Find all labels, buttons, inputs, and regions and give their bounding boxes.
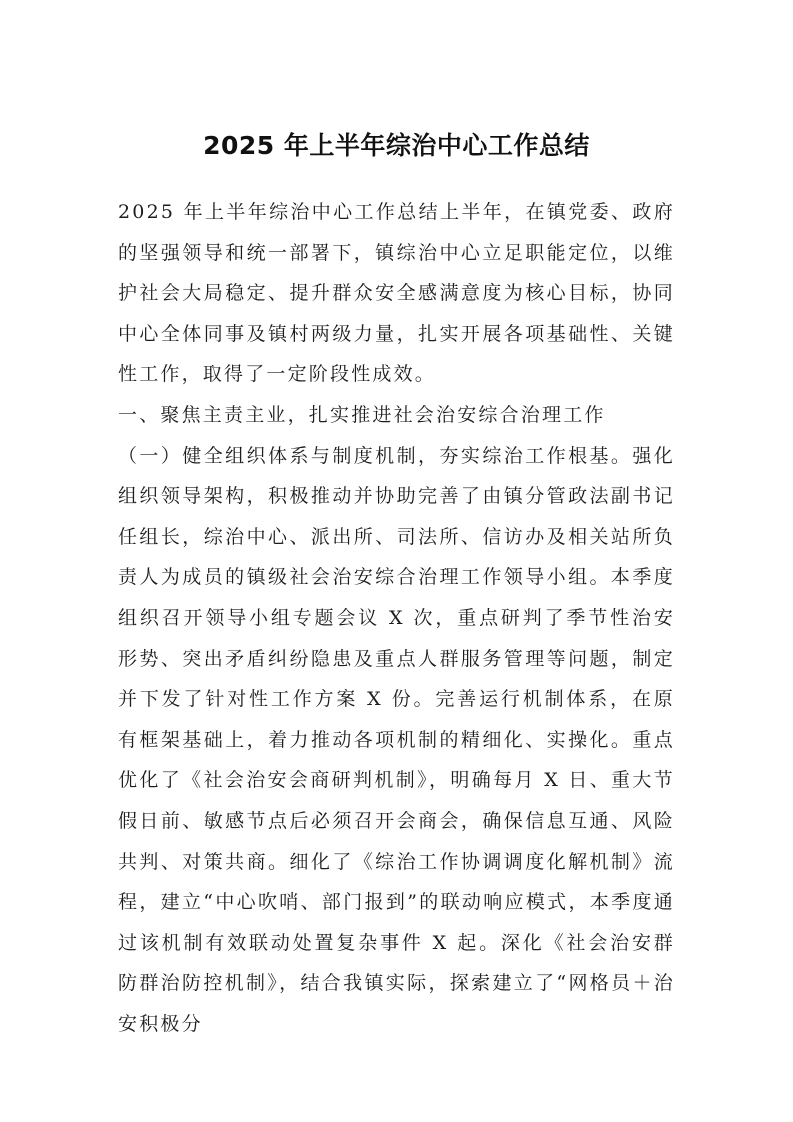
section-heading: 一、聚焦主责主业，扎实推进社会治安综合治理工作 bbox=[118, 403, 606, 426]
subsection-paragraph: （一）健全组织体系与制度机制，夯实综治工作根基。强化组织领导架构，积极推动并协助完善了由镇分管政法副书记任组长，综治中心、派出所、司法所、信访办及相关站所负责人为成员的镇级社会治安综合治理工作领导小组。本季度组织召开领导小组专题会议 X 次，重点研判了季节性治安形势、突出矛盾纠纷隐患及重点人群服务管理等问题，制定并下发了针对性工作方案 X 份。完善运行机制体系，在原有框架基础上，着力推动各项机制的精细化、实操化。重点优化了《社会治安会商研判机制》，明确每月 X 日、重大节假日前、敏感节点后必须召开会商会，确保信息互通、风险共判、对策共商。细化了《综治工作协调调度化解机制》流程，建立“中心吹哨、部门报到”的联动响应模式，本季度通过该机制有效联动处置复杂事件 X 起。深化《社会治安群防群治防控机制》，结合我镇实际，探索建立了“网格员＋治安积极分 bbox=[118, 444, 675, 1035]
document-body bbox=[118, 192, 675, 1044]
document-title: 2025 年上半年综治中心工作总结 bbox=[203, 131, 590, 160]
intro-paragraph: 2025 年上半年综治中心工作总结上半年，在镇党委、政府的坚强领导和统一部署下，镇综治中心立足职能定位，以维护社会大局稳定、提升群众安全感满意度为核心目标，协同中心全体同事及镇村两级力量，扎实开展各项基础性、关键性工作，取得了一定阶段性成效。 bbox=[118, 201, 675, 386]
